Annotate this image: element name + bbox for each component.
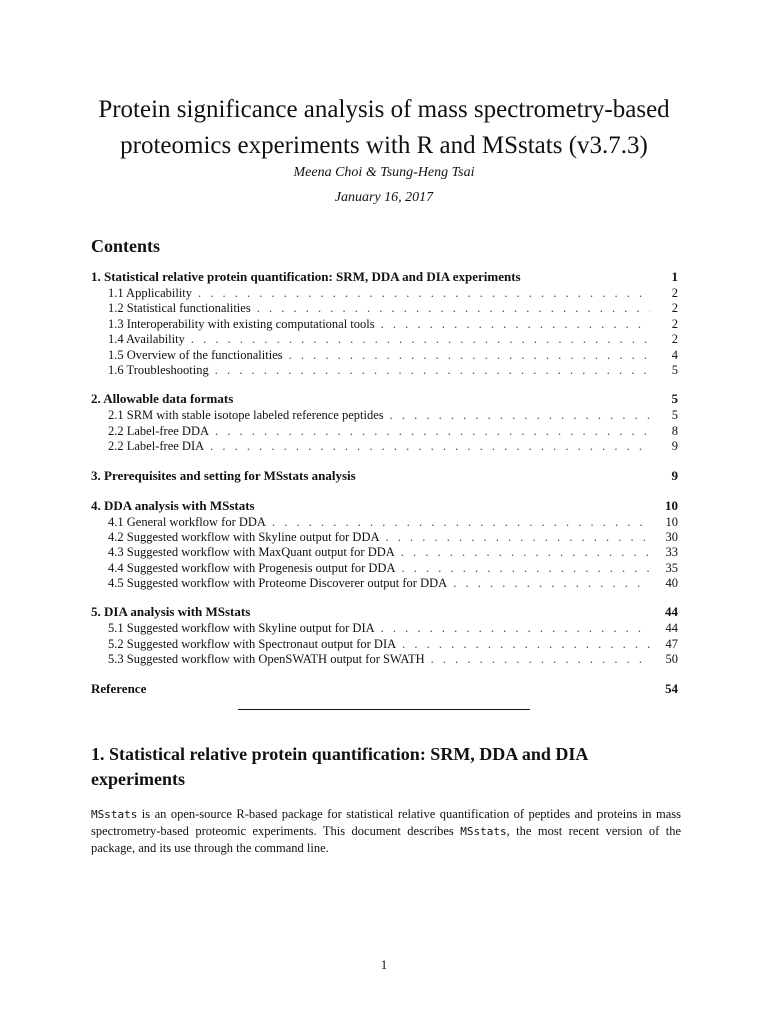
- toc-section: [91, 680, 678, 698]
- toc-leader-dots: [198, 286, 650, 301]
- toc-entry-title: Reference: [91, 680, 147, 696]
- toc-subentry-label: 1.4 Availability: [108, 332, 185, 347]
- toc-subentry[interactable]: [91, 561, 678, 576]
- toc-subentry-page: 30: [665, 529, 678, 544]
- code-msstats: MSstats: [91, 808, 138, 821]
- toc-entry-page: 10: [665, 497, 678, 513]
- toc-subentry[interactable]: [91, 530, 678, 545]
- toc-subentry-label: 5.3 Suggested workflow with OpenSWATH output for SWATH: [108, 652, 425, 667]
- toc-leader-dots: [401, 545, 650, 560]
- toc-subentry[interactable]: [91, 424, 678, 439]
- toc-subentry-page: 40: [665, 576, 678, 591]
- title-line-1: Protein significance analysis of mass spectrometry-based: [98, 96, 670, 123]
- toc-subentry-label: 1.2 Statistical functionalities: [108, 301, 251, 316]
- toc-subentry-label: 4.5 Suggested workflow with Proteome Discoverer output for DDA: [108, 576, 448, 591]
- toc-subentry-label: 1.5 Overview of the functionalities: [108, 347, 283, 362]
- toc-subentry-page: 2: [671, 286, 678, 300]
- toc-subentry-label: 4.3 Suggested workflow with MaxQuant output for DDA: [108, 545, 395, 560]
- section-1-heading: [91, 742, 681, 792]
- toc-subentry-page: 5: [671, 408, 678, 423]
- toc-subentry-page: 8: [671, 423, 678, 438]
- toc-subentry-label: 2.2 Label-free DIA: [108, 439, 205, 454]
- toc-leader-dots: [401, 561, 650, 576]
- toc-subentry-label: 1.6 Troubleshooting: [108, 362, 209, 377]
- toc-leader-dots: [215, 363, 650, 378]
- toc-leader-dots: [191, 332, 650, 347]
- table-of-contents: [91, 268, 678, 710]
- toc-subentry-page: 50: [665, 652, 678, 667]
- toc-subentry-page: 2: [671, 332, 678, 347]
- toc-section: [91, 268, 678, 378]
- toc-leader-dots: [210, 439, 650, 454]
- toc-leader-dots: [402, 637, 650, 652]
- toc-subentry[interactable]: [91, 576, 678, 591]
- toc-subentry-page: 10: [665, 514, 678, 529]
- toc-entry[interactable]: [91, 680, 678, 698]
- toc-entry-title: 5. DIA analysis with MSstats: [91, 604, 251, 620]
- toc-section: [91, 497, 678, 592]
- toc-subentry[interactable]: [91, 439, 678, 454]
- toc-subentry-page: 9: [671, 439, 678, 454]
- toc-leader-dots: [272, 515, 650, 530]
- toc-subentry-page: 2: [671, 316, 678, 331]
- toc-subentry[interactable]: [91, 545, 678, 560]
- section-divider: [238, 709, 530, 710]
- toc-entry-title: 4. DDA analysis with MSstats: [91, 497, 255, 513]
- toc-entry[interactable]: [91, 268, 678, 286]
- para-text-2: , the most recent version of the package, and its use through the command line.: [91, 824, 681, 855]
- toc-entry-page: 1: [671, 269, 678, 284]
- toc-leader-dots: [289, 348, 650, 363]
- toc-subentry-label: 2.1 SRM with stable isotope labeled reference peptides: [108, 408, 384, 423]
- toc-leader-dots: [215, 424, 650, 439]
- toc-subentry-label: 5.2 Suggested workflow with Spectronaut output for DIA: [108, 636, 397, 651]
- toc-subentry-page: 44: [665, 621, 678, 636]
- toc-subentry-page: 5: [671, 362, 678, 377]
- toc-subentry-label: 4.1 General workflow for DDA: [108, 514, 266, 529]
- toc-section: [91, 603, 678, 667]
- toc-subentry[interactable]: [91, 332, 678, 347]
- toc-subentry-page: 2: [671, 301, 678, 316]
- toc-subentry[interactable]: [91, 317, 678, 332]
- toc-entry[interactable]: [91, 497, 678, 515]
- toc-subentry[interactable]: [91, 348, 678, 363]
- toc-subentry-label: 1.1 Applicability: [108, 286, 193, 300]
- toc-subentry[interactable]: [91, 301, 678, 316]
- toc-subentry[interactable]: [91, 363, 678, 378]
- authors: Meena Choi & Tsung-Heng Tsai: [293, 165, 475, 180]
- toc-subentry-label: 4.2 Suggested workflow with Skyline output for DDA: [108, 529, 380, 544]
- section-1-heading-line-1: 1. Statistical relative protein quantification: SRM, DDA and DIA: [91, 744, 589, 764]
- toc-leader-dots: [453, 576, 650, 591]
- toc-section: [91, 467, 678, 485]
- toc-subentry[interactable]: [91, 637, 678, 652]
- code-msstats-2: MSstats: [460, 825, 507, 838]
- toc-subentry[interactable]: [91, 286, 678, 301]
- toc-section: [91, 390, 678, 454]
- toc-subentry-label: 4.4 Suggested workflow with Progenesis output for DDA: [108, 560, 396, 575]
- title-line-2: proteomics experiments with R and MSstats (v3.7.3): [120, 132, 648, 159]
- toc-subentry-page: 35: [665, 560, 678, 575]
- para-text-1: is an open-source R-based package for statistical relative quantification of peptides and proteins in mass spectrometry-based proteomic experiments. This document describes: [91, 807, 681, 838]
- toc-entry[interactable]: [91, 390, 678, 408]
- toc-entry-page: 44: [665, 604, 678, 620]
- toc-subentry-page: 33: [665, 545, 678, 560]
- toc-subentry-label: 5.1 Suggested workflow with Skyline output for DIA: [108, 621, 375, 636]
- toc-leader-dots: [257, 301, 650, 316]
- toc-entry[interactable]: [91, 603, 678, 621]
- toc-subentry[interactable]: [91, 621, 678, 636]
- toc-entry-title: 3. Prerequisites and setting for MSstats analysis: [91, 467, 356, 483]
- toc-leader-dots: [386, 530, 650, 545]
- toc-entry-page: 5: [671, 391, 678, 407]
- document-title: [0, 92, 768, 164]
- toc-entry-title: 2. Allowable data formats: [91, 391, 234, 407]
- toc-entry[interactable]: [91, 467, 678, 485]
- section-1-paragraph: [91, 806, 681, 856]
- toc-subentry-page: 4: [671, 347, 678, 362]
- toc-leader-dots: [381, 621, 650, 636]
- toc-subentry-label: 1.3 Interoperability with existing computational tools: [108, 316, 375, 331]
- toc-leader-dots: [431, 652, 650, 667]
- section-1-heading-line-2: experiments: [91, 769, 185, 789]
- toc-entry-title: 1. Statistical relative protein quantification: SRM, DDA and DIA experiments: [91, 269, 521, 284]
- toc-leader-dots: [381, 317, 650, 332]
- toc-subentry[interactable]: [91, 652, 678, 667]
- toc-leader-dots: [390, 408, 650, 423]
- contents-heading: Contents: [91, 236, 161, 256]
- toc-subentry[interactable]: [91, 408, 678, 423]
- toc-subentry-label: 2.2 Label-free DDA: [108, 423, 209, 438]
- page-number: 1: [380, 957, 388, 972]
- toc-subentry[interactable]: [91, 515, 678, 530]
- date: January 16, 2017: [334, 190, 434, 205]
- toc-entry-page: 9: [671, 467, 678, 483]
- toc-subentry-page: 47: [665, 636, 678, 651]
- toc-entry-page: 54: [665, 680, 678, 696]
